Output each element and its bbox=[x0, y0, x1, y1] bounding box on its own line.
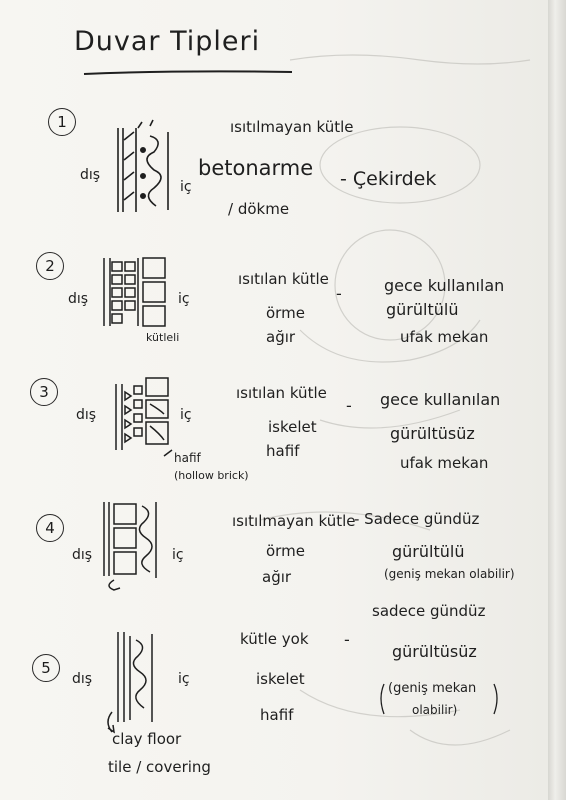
item-3-outside-label: dış bbox=[76, 407, 97, 423]
item-3-note-2: (hollow brick) bbox=[174, 469, 249, 482]
item-4-mass: ısıtılmayan kütle bbox=[232, 512, 356, 530]
item-4-weight: ağır bbox=[262, 568, 292, 586]
item-4-space: (geniş mekan olabilir) bbox=[384, 567, 515, 581]
item-4-type: örme bbox=[266, 542, 305, 560]
item-5-note: clay floor bbox=[112, 730, 182, 748]
item-3-weight: hafif bbox=[266, 442, 300, 460]
item-3-dash: - bbox=[346, 396, 352, 415]
item-5-space-2: olabilir) bbox=[412, 703, 458, 717]
item-2-space: ufak mekan bbox=[400, 328, 489, 346]
item-2-note: kütleli bbox=[146, 331, 180, 344]
item-4-outside-label: dış bbox=[72, 547, 93, 563]
item-2-outside-label: dış bbox=[68, 291, 89, 307]
item-1-construction: betonarme bbox=[198, 156, 314, 180]
item-4-inside-label: iç bbox=[172, 547, 184, 563]
item-3-inside-label: iç bbox=[180, 407, 192, 423]
item-3-note: hafif bbox=[174, 451, 201, 465]
item-1-use: - Çekirdek bbox=[340, 168, 437, 190]
item-5-dash: - bbox=[344, 630, 350, 649]
item-5-weight: hafif bbox=[260, 706, 294, 724]
item-4-number: 4 bbox=[36, 514, 64, 542]
item-3-noise: gürültüsüz bbox=[390, 424, 475, 443]
item-3-use: gece kullanılan bbox=[380, 390, 501, 409]
item-5-number: 5 bbox=[32, 654, 60, 682]
item-2-noise: gürültülü bbox=[386, 300, 459, 319]
item-5-noise: gürültüsüz bbox=[392, 642, 477, 661]
item-5-space: (geniş mekan bbox=[388, 681, 477, 696]
item-3-type: iskelet bbox=[268, 418, 317, 436]
item-1-mass: ısıtılmayan kütle bbox=[230, 118, 354, 136]
item-1-inside-label: iç bbox=[180, 179, 192, 195]
item-2-use: gece kullanılan bbox=[384, 276, 505, 295]
item-4-noise: gürültülü bbox=[392, 542, 465, 561]
item-3-number: 3 bbox=[30, 378, 58, 406]
item-4-use: - Sadece gündüz bbox=[354, 510, 480, 528]
item-2-mass: ısıtılan kütle bbox=[238, 270, 329, 288]
item-1-number: 1 bbox=[48, 108, 76, 136]
item-5-mass: kütle yok bbox=[240, 630, 309, 648]
item-2-dash: - bbox=[336, 284, 342, 303]
item-2-type: örme bbox=[266, 304, 305, 322]
item-5-use: sadece gündüz bbox=[372, 602, 486, 620]
item-2-weight: ağır bbox=[266, 328, 296, 346]
page-title: Duvar Tipleri bbox=[74, 26, 261, 57]
item-3-space: ufak mekan bbox=[400, 454, 489, 472]
item-1-construction-alt: / dökme bbox=[228, 200, 290, 218]
item-2-inside-label: iç bbox=[178, 291, 190, 307]
item-5-inside-label: iç bbox=[178, 671, 190, 687]
item-3-mass: ısıtılan kütle bbox=[236, 384, 327, 402]
item-5-note-2: tile / covering bbox=[108, 758, 211, 776]
item-5-type: iskelet bbox=[256, 670, 305, 688]
item-1-outside-label: dış bbox=[80, 167, 101, 183]
item-2-number: 2 bbox=[36, 252, 64, 280]
item-5-outside-label: dış bbox=[72, 671, 93, 687]
